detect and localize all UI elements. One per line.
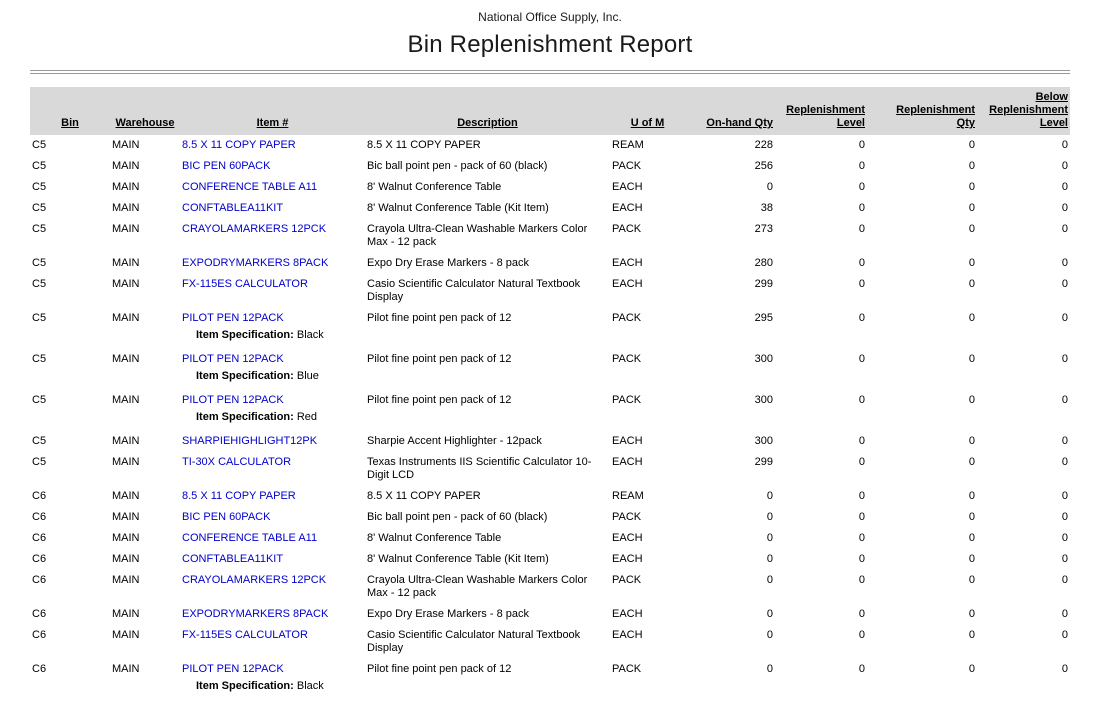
cell-uom: PACK — [612, 160, 642, 172]
cell-replenishment_qty: 0 — [968, 181, 975, 193]
table-row — [30, 486, 1070, 507]
table-header-row — [30, 87, 1070, 135]
item-number-link[interactable]: EXPODRYMARKERS 8PACK — [182, 608, 329, 620]
cell-below_replenishment_level: 0 — [1061, 511, 1068, 523]
cell-bin: C5 — [32, 394, 47, 406]
cell-replenishment_qty: 0 — [968, 353, 975, 365]
column-header-below_replenishment_level — [977, 87, 1070, 135]
cell-uom: EACH — [612, 202, 643, 214]
column-header-line: Replenishment — [989, 104, 1068, 116]
cell-item — [180, 390, 365, 411]
item-specification-label: Item Specification: — [196, 411, 297, 423]
cell-item — [180, 219, 365, 253]
cell-below_replenishment_level: 0 — [1061, 435, 1068, 447]
cell-description: 8' Walnut Conference Table (Kit Item) — [367, 202, 549, 214]
item-specification-row — [30, 680, 1070, 700]
cell-description: Sharpie Accent Highlighter - 12pack — [367, 435, 542, 447]
cell-bin: C6 — [32, 608, 47, 620]
cell-onhand_qty: 300 — [754, 435, 773, 447]
cell-uom: EACH — [612, 629, 643, 641]
table-row — [30, 507, 1070, 528]
cell-item — [180, 349, 365, 370]
cell-onhand_qty: 0 — [766, 553, 773, 565]
cell-replenishment_level: 0 — [858, 160, 865, 172]
table-row — [30, 156, 1070, 177]
cell-onhand_qty: 300 — [754, 394, 773, 406]
spec-row-spacer — [30, 680, 180, 700]
cell-replenishment_level: 0 — [858, 202, 865, 214]
cell-uom: EACH — [612, 257, 643, 269]
cell-bin: C6 — [32, 629, 47, 641]
item-number-link[interactable]: TI-30X CALCULATOR — [182, 456, 292, 468]
cell-below_replenishment_level: 0 — [1061, 663, 1068, 675]
item-specification-value: Blue — [296, 370, 319, 382]
item-number-link[interactable]: PILOT PEN 12PACK — [182, 663, 284, 675]
cell-warehouse: MAIN — [112, 532, 140, 544]
column-header-line: Level — [836, 117, 865, 129]
cell-replenishment_qty: 0 — [968, 312, 975, 324]
cell-bin: C5 — [32, 353, 47, 365]
cell-below_replenishment_level: 0 — [1061, 608, 1068, 620]
item-specification-label: Item Specification: — [196, 329, 297, 341]
cell-item — [180, 156, 365, 177]
spec-row-spacer — [30, 329, 180, 349]
table-row — [30, 390, 1070, 411]
column-header-line: Description — [457, 117, 518, 129]
item-number-link[interactable]: SHARPIEHIGHLIGHT12PK — [182, 435, 318, 447]
table-row — [30, 177, 1070, 198]
cell-onhand_qty: 0 — [766, 574, 773, 586]
cell-onhand_qty: 300 — [754, 353, 773, 365]
table-row — [30, 659, 1070, 680]
cell-onhand_qty: 0 — [766, 511, 773, 523]
column-header-line: Below — [1035, 91, 1068, 103]
cell-uom: REAM — [612, 490, 644, 502]
cell-description: Bic ball point pen - pack of 60 (black) — [367, 160, 548, 172]
cell-replenishment_qty: 0 — [968, 257, 975, 269]
column-header-item — [180, 87, 365, 135]
cell-replenishment_qty: 0 — [968, 223, 975, 235]
item-number-link[interactable]: CONFERENCE TABLE A11 — [182, 181, 318, 193]
column-header-replenishment_qty — [867, 87, 977, 135]
item-specification-row — [30, 370, 1070, 390]
cell-description: Pilot fine point pen pack of 12 — [367, 353, 512, 365]
column-header-line: Bin — [61, 117, 79, 129]
cell-item — [180, 274, 365, 308]
column-header-line: On-hand Qty — [706, 117, 773, 129]
cell-replenishment_qty: 0 — [968, 490, 975, 502]
cell-item — [180, 177, 365, 198]
cell-item — [180, 625, 365, 659]
cell-bin: C5 — [32, 435, 47, 447]
cell-below_replenishment_level: 0 — [1061, 257, 1068, 269]
cell-replenishment_qty: 0 — [968, 663, 975, 675]
cell-bin: C6 — [32, 574, 47, 586]
column-header-line: Replenishment — [786, 104, 865, 116]
column-header-line: U of M — [630, 117, 665, 129]
cell-onhand_qty: 0 — [766, 608, 773, 620]
table-row — [30, 308, 1070, 329]
cell-replenishment_level: 0 — [858, 511, 865, 523]
cell-replenishment_qty: 0 — [968, 278, 975, 290]
cell-replenishment_level: 0 — [858, 608, 865, 620]
cell-item — [180, 431, 365, 452]
cell-uom: EACH — [612, 532, 643, 544]
cell-below_replenishment_level: 0 — [1061, 312, 1068, 324]
cell-replenishment_qty: 0 — [968, 574, 975, 586]
cell-onhand_qty: 299 — [754, 278, 773, 290]
cell-item — [180, 604, 365, 625]
cell-item — [180, 528, 365, 549]
cell-replenishment_level: 0 — [858, 629, 865, 641]
cell-description: Pilot fine point pen pack of 12 — [367, 394, 512, 406]
cell-warehouse: MAIN — [112, 312, 140, 324]
cell-description: 8.5 X 11 COPY PAPER — [367, 139, 481, 151]
cell-item — [180, 659, 365, 680]
cell-bin: C5 — [32, 139, 47, 151]
cell-replenishment_qty: 0 — [968, 553, 975, 565]
cell-item — [180, 253, 365, 274]
table-row — [30, 431, 1070, 452]
cell-warehouse: MAIN — [112, 257, 140, 269]
cell-warehouse: MAIN — [112, 160, 140, 172]
cell-uom: EACH — [612, 181, 643, 193]
item-number-link[interactable]: PILOT PEN 12PACK — [182, 353, 284, 365]
cell-below_replenishment_level: 0 — [1061, 456, 1068, 468]
cell-item — [180, 452, 365, 486]
column-header-line: Item # — [256, 117, 289, 129]
cell-item — [180, 198, 365, 219]
cell-uom: PACK — [612, 663, 642, 675]
cell-bin: C5 — [32, 456, 47, 468]
table-row — [30, 528, 1070, 549]
cell-replenishment_level: 0 — [858, 663, 865, 675]
cell-uom: EACH — [612, 435, 643, 447]
cell-replenishment_qty: 0 — [968, 435, 975, 447]
cell-replenishment_level: 0 — [858, 223, 865, 235]
item-specification-label: Item Specification: — [196, 370, 297, 382]
cell-below_replenishment_level: 0 — [1061, 202, 1068, 214]
cell-warehouse: MAIN — [112, 663, 140, 675]
cell-onhand_qty: 256 — [754, 160, 773, 172]
cell-replenishment_qty: 0 — [968, 456, 975, 468]
cell-warehouse: MAIN — [112, 511, 140, 523]
item-specification-cell — [180, 411, 1070, 431]
cell-replenishment_qty: 0 — [968, 394, 975, 406]
cell-below_replenishment_level: 0 — [1061, 223, 1068, 235]
cell-onhand_qty: 228 — [754, 139, 773, 151]
cell-item — [180, 135, 365, 156]
column-header-line: Level — [1039, 117, 1068, 129]
cell-replenishment_qty: 0 — [968, 608, 975, 620]
column-header-bin — [30, 87, 110, 135]
item-specification-cell — [180, 370, 1070, 390]
cell-below_replenishment_level: 0 — [1061, 278, 1068, 290]
table-row — [30, 625, 1070, 659]
cell-warehouse: MAIN — [112, 490, 140, 502]
item-number-link[interactable]: CRAYOLAMARKERS 12PCK — [182, 574, 327, 586]
cell-warehouse: MAIN — [112, 181, 140, 193]
cell-below_replenishment_level: 0 — [1061, 160, 1068, 172]
cell-bin: C5 — [32, 202, 47, 214]
item-number-link[interactable]: PILOT PEN 12PACK — [182, 394, 284, 406]
cell-replenishment_qty: 0 — [968, 202, 975, 214]
cell-below_replenishment_level: 0 — [1061, 629, 1068, 641]
cell-warehouse: MAIN — [112, 574, 140, 586]
cell-item — [180, 507, 365, 528]
cell-description: 8' Walnut Conference Table — [367, 181, 502, 193]
table-row — [30, 219, 1070, 253]
item-number-link[interactable]: CONFERENCE TABLE A11 — [182, 532, 318, 544]
cell-description: Expo Dry Erase Markers - 8 pack — [367, 257, 529, 269]
cell-description: 8' Walnut Conference Table (Kit Item) — [367, 553, 549, 565]
cell-onhand_qty: 0 — [766, 490, 773, 502]
cell-bin: C5 — [32, 160, 47, 172]
cell-below_replenishment_level: 0 — [1061, 394, 1068, 406]
cell-bin: C6 — [32, 490, 47, 502]
item-number-link[interactable]: EXPODRYMARKERS 8PACK — [182, 257, 329, 269]
table-row — [30, 274, 1070, 308]
item-specification-value: Black — [296, 329, 324, 341]
cell-below_replenishment_level: 0 — [1061, 181, 1068, 193]
cell-bin: C5 — [32, 181, 47, 193]
item-number-link[interactable]: CONFTABLEA11KIT — [182, 202, 284, 214]
item-number-link[interactable]: BIC PEN 60PACK — [182, 160, 271, 172]
table-row — [30, 198, 1070, 219]
page-title: Bin Replenishment Report — [407, 31, 693, 58]
cell-replenishment_level: 0 — [858, 257, 865, 269]
cell-replenishment_level: 0 — [858, 490, 865, 502]
cell-item — [180, 549, 365, 570]
cell-replenishment_qty: 0 — [968, 160, 975, 172]
column-header-line: Warehouse — [115, 117, 175, 129]
cell-item — [180, 570, 365, 604]
cell-replenishment_level: 0 — [858, 435, 865, 447]
cell-bin: C6 — [32, 532, 47, 544]
cell-warehouse: MAIN — [112, 608, 140, 620]
item-number-link[interactable]: 8.5 X 11 COPY PAPER — [182, 139, 296, 151]
cell-onhand_qty: 295 — [754, 312, 773, 324]
item-specification-row — [30, 411, 1070, 431]
cell-uom: PACK — [612, 574, 642, 586]
cell-bin: C5 — [32, 278, 47, 290]
table-row — [30, 570, 1070, 604]
cell-uom: REAM — [612, 139, 644, 151]
cell-uom: EACH — [612, 608, 643, 620]
table-row — [30, 549, 1070, 570]
cell-below_replenishment_level: 0 — [1061, 553, 1068, 565]
cell-replenishment_level: 0 — [858, 456, 865, 468]
cell-warehouse: MAIN — [112, 139, 140, 151]
cell-description: 8.5 X 11 COPY PAPER — [367, 490, 481, 502]
cell-onhand_qty: 0 — [766, 181, 773, 193]
cell-onhand_qty: 38 — [760, 202, 773, 214]
cell-uom: EACH — [612, 456, 643, 468]
cell-bin: C5 — [32, 223, 47, 235]
cell-replenishment_qty: 0 — [968, 511, 975, 523]
cell-replenishment_level: 0 — [858, 278, 865, 290]
table-row — [30, 253, 1070, 274]
cell-description: Casio Scientific Calculator Natural Textbook Display — [367, 278, 581, 303]
cell-description: 8' Walnut Conference Table — [367, 532, 502, 544]
cell-onhand_qty: 273 — [754, 223, 773, 235]
cell-item — [180, 308, 365, 329]
item-number-link[interactable]: 8.5 X 11 COPY PAPER — [182, 490, 296, 502]
cell-replenishment_qty: 0 — [968, 139, 975, 151]
table-row — [30, 604, 1070, 625]
item-number-link[interactable]: CONFTABLEA11KIT — [182, 553, 284, 565]
cell-description: Pilot fine point pen pack of 12 — [367, 312, 512, 324]
company-name: National Office Supply, Inc. — [478, 10, 622, 24]
cell-bin: C6 — [32, 511, 47, 523]
cell-uom: PACK — [612, 312, 642, 324]
cell-warehouse: MAIN — [112, 223, 140, 235]
cell-bin: C6 — [32, 663, 47, 675]
column-header-uom — [610, 87, 685, 135]
column-header-warehouse — [110, 87, 180, 135]
cell-onhand_qty: 0 — [766, 663, 773, 675]
item-specification-label: Item Specification: — [196, 680, 297, 692]
cell-bin: C5 — [32, 257, 47, 269]
item-specification-value: Black — [296, 680, 324, 692]
cell-warehouse: MAIN — [112, 278, 140, 290]
cell-replenishment_level: 0 — [858, 181, 865, 193]
cell-warehouse: MAIN — [112, 553, 140, 565]
cell-onhand_qty: 280 — [754, 257, 773, 269]
item-number-link[interactable]: CRAYOLAMARKERS 12PCK — [182, 223, 327, 235]
cell-description: Pilot fine point pen pack of 12 — [367, 663, 512, 675]
column-header-line: Replenishment — [896, 104, 975, 116]
cell-uom: PACK — [612, 394, 642, 406]
cell-warehouse: MAIN — [112, 435, 140, 447]
cell-replenishment_level: 0 — [858, 574, 865, 586]
cell-description: Expo Dry Erase Markers - 8 pack — [367, 608, 529, 620]
cell-below_replenishment_level: 0 — [1061, 490, 1068, 502]
spec-row-spacer — [30, 370, 180, 390]
cell-replenishment_level: 0 — [858, 353, 865, 365]
cell-uom: EACH — [612, 553, 643, 565]
cell-below_replenishment_level: 0 — [1061, 574, 1068, 586]
item-specification-row — [30, 329, 1070, 349]
cell-warehouse: MAIN — [112, 456, 140, 468]
cell-below_replenishment_level: 0 — [1061, 353, 1068, 365]
column-header-line: Qty — [956, 117, 975, 129]
column-header-description — [365, 87, 610, 135]
cell-description: Bic ball point pen - pack of 60 (black) — [367, 511, 548, 523]
cell-uom: PACK — [612, 223, 642, 235]
cell-bin: C6 — [32, 553, 47, 565]
cell-uom: PACK — [612, 353, 642, 365]
cell-replenishment_level: 0 — [858, 553, 865, 565]
cell-uom: PACK — [612, 511, 642, 523]
cell-warehouse: MAIN — [112, 394, 140, 406]
cell-warehouse: MAIN — [112, 202, 140, 214]
cell-below_replenishment_level: 0 — [1061, 139, 1068, 151]
cell-onhand_qty: 299 — [754, 456, 773, 468]
cell-warehouse: MAIN — [112, 629, 140, 641]
title-divider — [30, 70, 1070, 74]
cell-replenishment_level: 0 — [858, 394, 865, 406]
cell-description: Crayola Ultra-Clean Washable Markers Color Max - 12 pack — [367, 574, 588, 599]
column-header-replenishment_level — [775, 87, 867, 135]
cell-warehouse: MAIN — [112, 353, 140, 365]
table-row — [30, 135, 1070, 156]
item-number-link[interactable]: FX-115ES CALCULATOR — [182, 629, 308, 641]
table-row — [30, 349, 1070, 370]
cell-uom: EACH — [612, 278, 643, 290]
item-number-link[interactable]: FX-115ES CALCULATOR — [182, 278, 308, 290]
cell-item — [180, 486, 365, 507]
item-specification-cell — [180, 329, 1070, 349]
cell-replenishment_level: 0 — [858, 139, 865, 151]
cell-description: Texas Instruments IIS Scientific Calculator 10-Digit LCD — [367, 456, 592, 481]
column-header-onhand_qty — [685, 87, 775, 135]
item-specification-value: Red — [296, 411, 318, 423]
cell-description: Crayola Ultra-Clean Washable Markers Color Max - 12 pack — [367, 223, 588, 248]
table-body — [30, 135, 1070, 700]
replenishment-table — [30, 87, 1070, 700]
cell-onhand_qty: 0 — [766, 532, 773, 544]
item-number-link[interactable]: PILOT PEN 12PACK — [182, 312, 284, 324]
table-row — [30, 452, 1070, 486]
cell-bin: C5 — [32, 312, 47, 324]
cell-replenishment_level: 0 — [858, 312, 865, 324]
spec-row-spacer — [30, 411, 180, 431]
cell-description: Casio Scientific Calculator Natural Textbook Display — [367, 629, 581, 654]
item-specification-cell — [180, 680, 1070, 700]
cell-replenishment_level: 0 — [858, 532, 865, 544]
item-number-link[interactable]: BIC PEN 60PACK — [182, 511, 271, 523]
cell-below_replenishment_level: 0 — [1061, 532, 1068, 544]
cell-onhand_qty: 0 — [766, 629, 773, 641]
cell-replenishment_qty: 0 — [968, 629, 975, 641]
cell-replenishment_qty: 0 — [968, 532, 975, 544]
